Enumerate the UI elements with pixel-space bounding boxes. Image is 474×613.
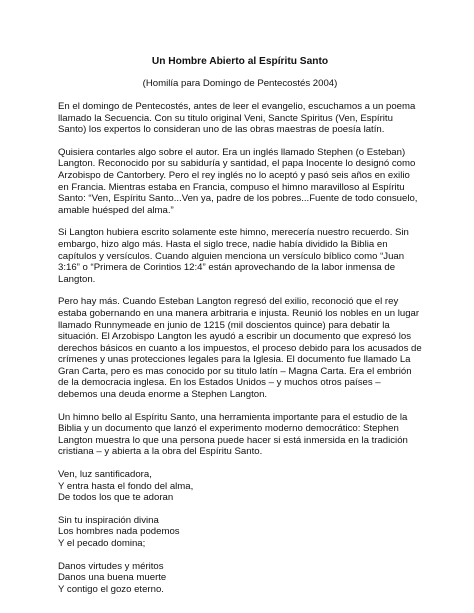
verse-line: Danos virtudes y méritos	[58, 560, 164, 572]
verse-line: Ven, luz santificadora,	[58, 469, 152, 481]
paragraph: Quisiera contarles algo sobre el autor. Era un inglés llamado Stephen (o Esteban) Langton. Reconocido por su sabiduría y santidad, el papa Inocente lo designó como Arzobispo de Cantorbery. Pero el rey inglés no lo aceptó y pasó seis años en exilio en Francia. Mientras estaba en Francia, compuso el himno maravilloso al Espíritu Santo: “Ven, Espíritu Santo...Ven ya, padre de los pobres...Fuente de todo consuelo, amable huésped del alma.”	[58, 146, 418, 216]
verse-stanza	[58, 469, 422, 504]
document-title: Un Hombre Abierto al Espíritu Santo	[151, 56, 329, 67]
verse-line: Y entra hasta el fondo del alma,	[58, 480, 194, 492]
verse-line: Y contigo el gozo eterno.	[58, 583, 164, 595]
verse-line: Sin tu inspiración divina	[58, 514, 159, 526]
verse-line: Y el pecado domina;	[58, 538, 146, 549]
verse-stanza	[58, 561, 422, 596]
paragraph: Si Langton hubiera escrito solamente este himno, merecería nuestro recuerdo. Sin embargo, hizo algo más. Hasta el siglo trece, nadie había dividido la Biblia en capítulos y versículos. Cuando alguien menciona un versículo bíblico como “Juan 3:16” o “Primera de Corintios 12:4” están aprovechando de la labor inmensa de Langton.	[58, 227, 409, 285]
paragraph: Un himno bello al Espíritu Santo, una herramienta importante para el estudio de la Biblia y un documento que lanzó el experimento moderno democrático: Stephen Langton muestra lo que una persona puede hacer si está inmersida en la tradición cristiana – y abierta a la obra del Espíritu Santo.	[58, 411, 408, 458]
verse-line: De todos los que te adoran	[58, 492, 174, 504]
document-subtitle: (Homilía para Domingo de Pentecostés 2004)	[142, 78, 338, 89]
verse-stanza	[58, 515, 422, 550]
verse-line: Los hombres nada podemos	[58, 526, 180, 538]
paragraph: En el domingo de Pentecostés, antes de leer el evangelio, escuchamos a un poema llamado la Secuencia. Con su titulo original Veni, Sancte Spiritus (Ven, Espíritu Santo) los expertos lo consideran uno de las obras maestras de poesía latín.	[58, 101, 416, 136]
verse-line: Danos una buena muerte	[58, 572, 167, 584]
paragraph: Pero hay más. Cuando Esteban Langton regresó del exilio, reconoció que el rey estaba gobernando en una manera arbitraria e injusta. Reunió los nobles en un lugar llamado Runnymeade en junio de 1215 (mil doscientos quince) para debatir la situación. El Arzobispo Langton les ayudó a escribir un documento que expresó los derechos básicos en cuanto a los impuestos, el proceso debido para los acusados de crímenes y unas protecciones legales para la Iglesia. El documento fue llamado La Gran Carta, pero es mas conocido por su titulo latín – Magna Carta. Era el embrión de la democracia inglesa. En los Estados Unidos – y muchos otros países – debemos una deuda enorme a Stephen Langton.	[58, 296, 422, 401]
